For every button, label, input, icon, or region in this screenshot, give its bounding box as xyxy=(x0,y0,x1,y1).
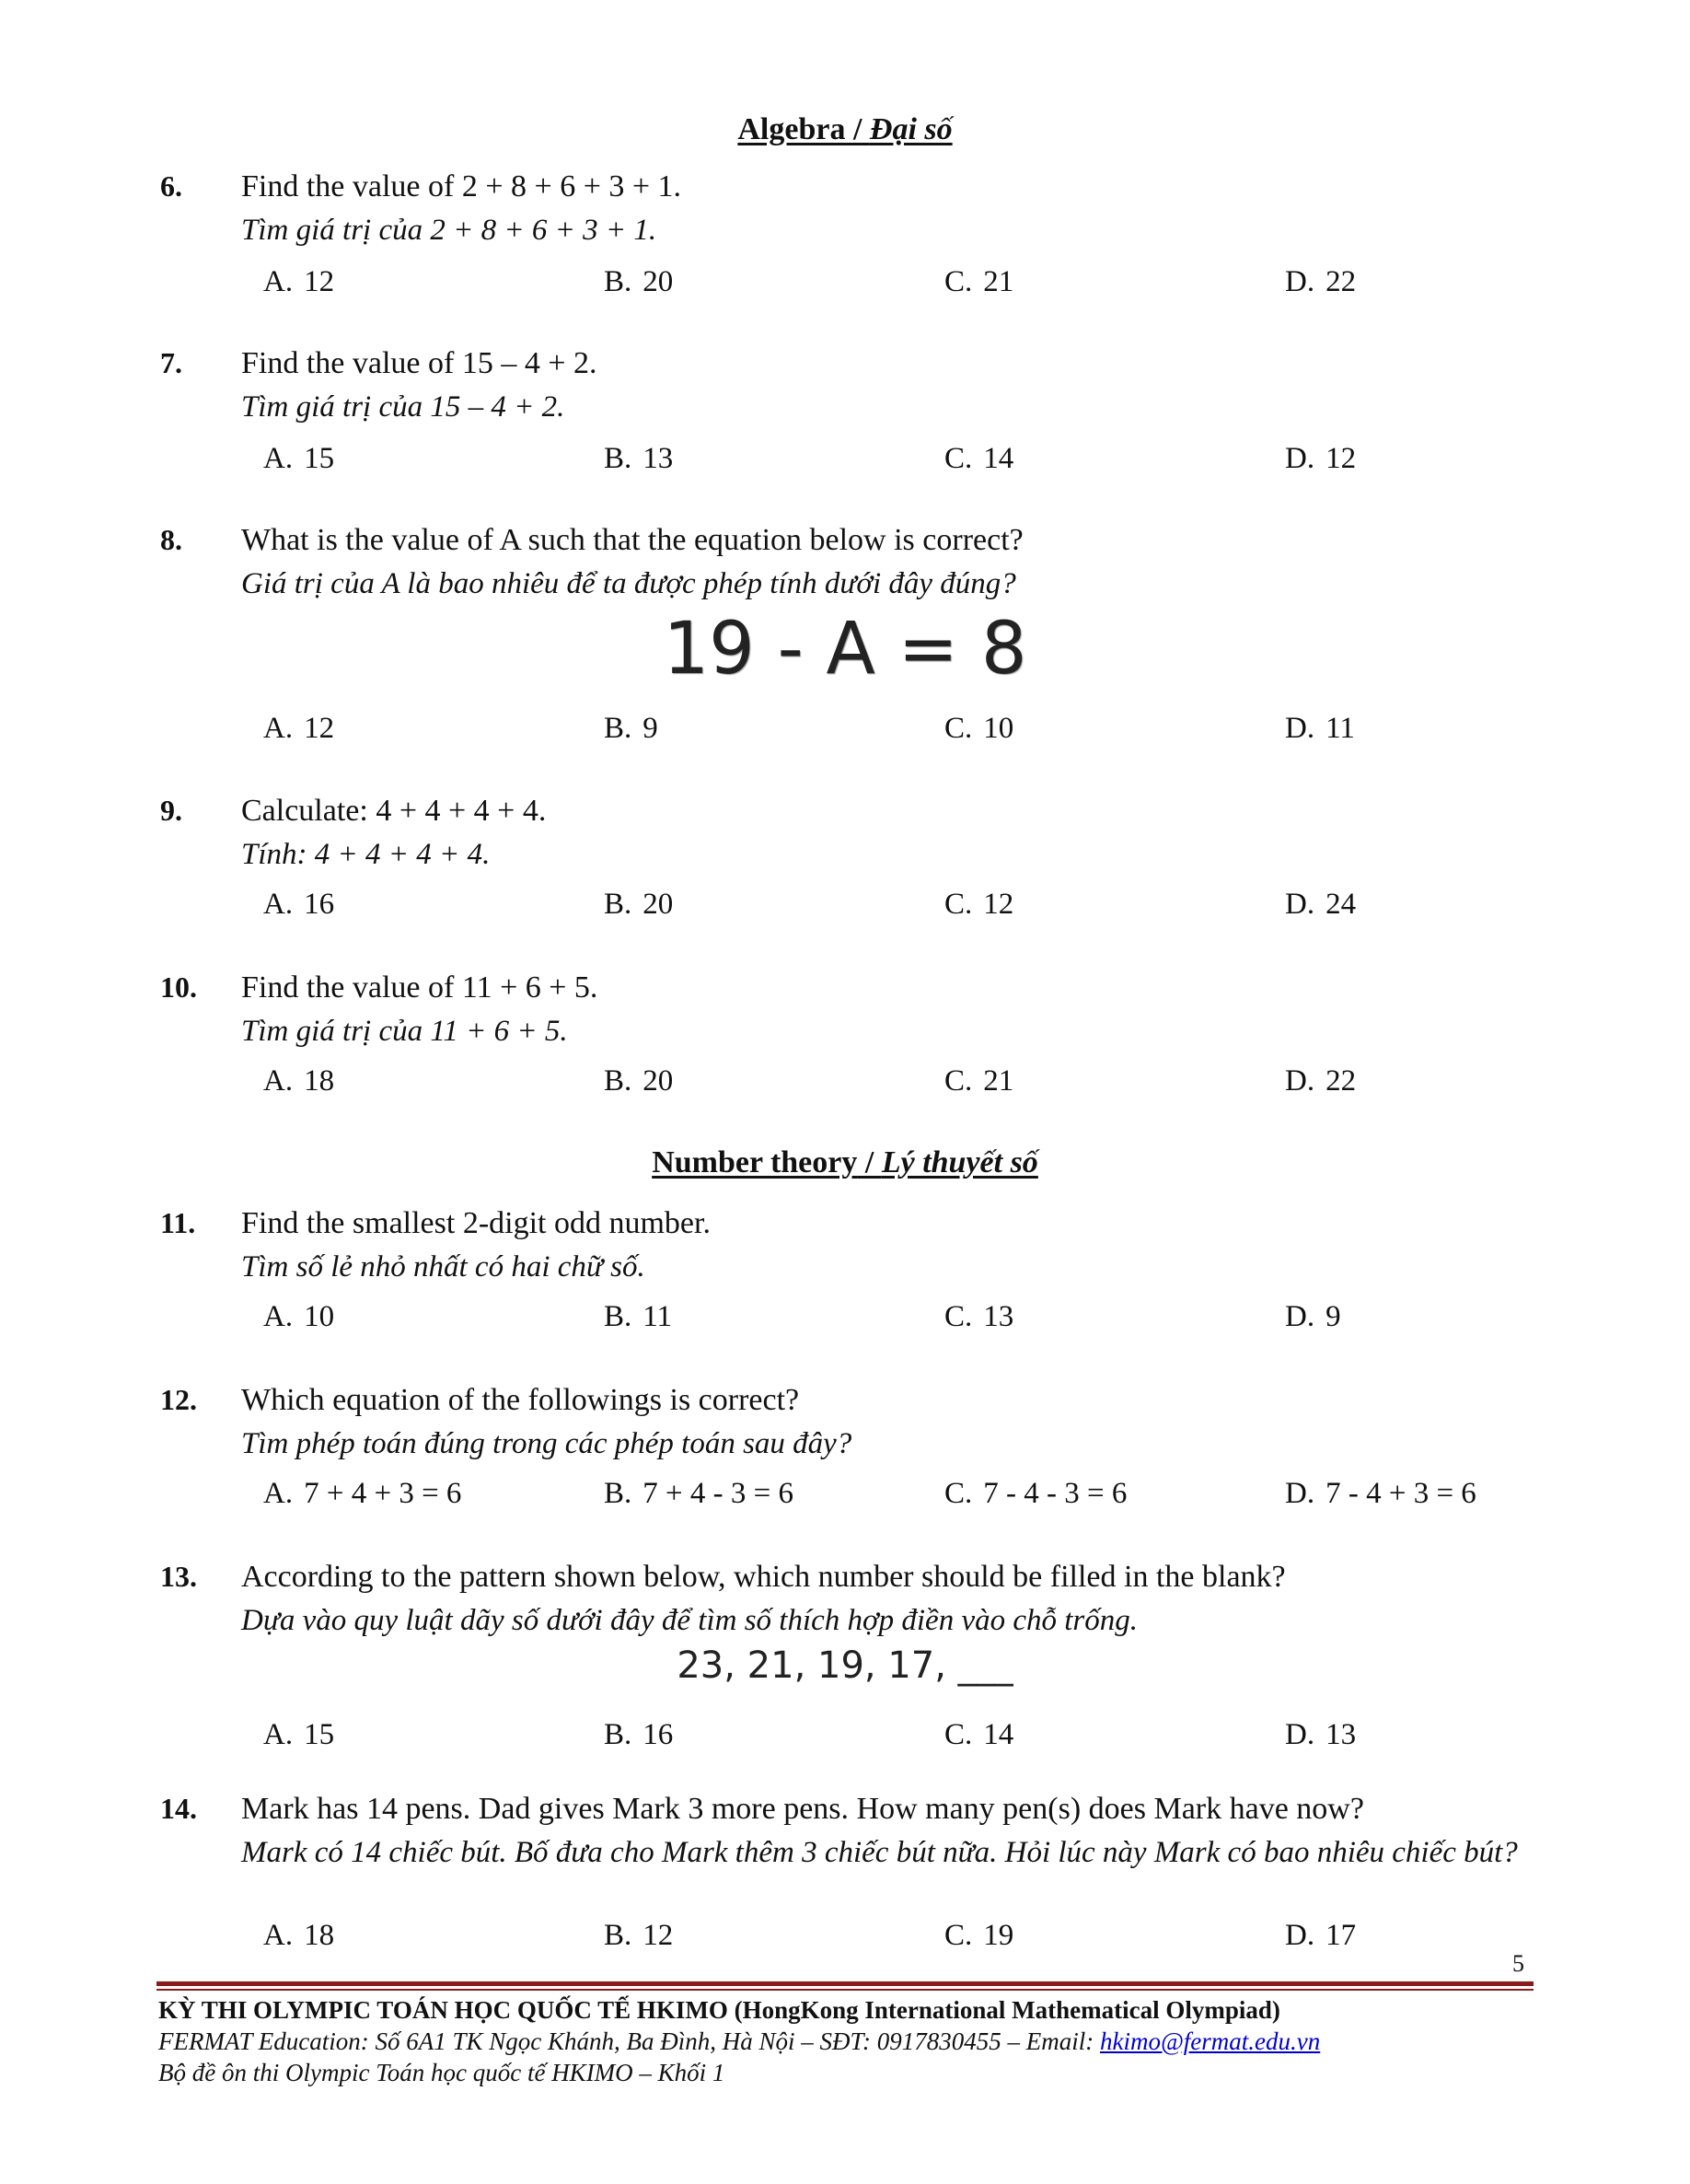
question-text-vi: Tìm số lẻ nhỏ nhất có hai chữ số. xyxy=(241,1250,645,1284)
option-b[interactable]: B. 7 + 4 - 3 = 6 xyxy=(604,1477,793,1510)
question-text-vi: Mark có 14 chiếc bút. Bố đưa cho Mark thêm 3 chiếc bút nữa. Hỏi lúc này Mark có bao nhiêu chiếc bút? xyxy=(241,1836,1518,1869)
question-text-en: Mark has 14 pens. Dad gives Mark 3 more pens. How many pen(s) does Mark have now? xyxy=(241,1792,1364,1826)
question-text-vi: Giá trị của A là bao nhiêu để ta được phép tính dưới đây đúng? xyxy=(241,567,1016,600)
option-a[interactable]: A. 15 xyxy=(263,442,335,475)
footer-title: KỲ THI OLYMPIC TOÁN HỌC QUỐC TẾ HKIMO (HongKong International Mathematical Olympiad) xyxy=(158,1996,1280,2024)
footer-contact-text: FERMAT Education: Số 6A1 TK Ngọc Khánh, Ba Đình, Hà Nội – SĐT: 0917830455 – Email: xyxy=(158,2027,1100,2055)
question-text-vi: Tìm giá trị của 15 – 4 + 2. xyxy=(241,390,565,424)
option-d[interactable]: D. 22 xyxy=(1285,265,1357,298)
option-d[interactable]: D. 11 xyxy=(1285,712,1355,745)
option-a[interactable]: A. 16 xyxy=(263,888,335,921)
question-number: 7. xyxy=(160,346,182,379)
option-c[interactable]: C. 14 xyxy=(944,442,1014,475)
option-c[interactable]: C. 21 xyxy=(944,265,1014,298)
option-c[interactable]: C. 7 - 4 - 3 = 6 xyxy=(944,1477,1128,1510)
question-number: 8. xyxy=(160,523,182,556)
section-title-separator: / xyxy=(857,1145,882,1179)
question-text-vi: Tìm giá trị của 2 + 8 + 6 + 3 + 1. xyxy=(241,214,657,247)
page-number: 5 xyxy=(1512,1950,1524,1977)
question-text-en: According to the pattern shown below, which number should be filled in the blank? xyxy=(241,1560,1286,1594)
question-number: 14. xyxy=(160,1792,197,1825)
option-a[interactable]: A. 7 + 4 + 3 = 6 xyxy=(263,1477,462,1510)
question-text-vi: Dựa vào quy luật dãy số dưới đây để tìm số thích hợp điền vào chỗ trống. xyxy=(241,1604,1138,1637)
section-title-separator: / xyxy=(845,112,870,146)
option-c[interactable]: C. 14 xyxy=(944,1718,1014,1751)
question-text-en: Find the smallest 2-digit odd number. xyxy=(241,1206,711,1240)
option-d[interactable]: D. 13 xyxy=(1285,1718,1357,1751)
option-c[interactable]: C. 10 xyxy=(944,712,1014,745)
question-text-en: Which equation of the followings is correct? xyxy=(241,1383,800,1417)
option-c[interactable]: C. 13 xyxy=(944,1300,1014,1333)
option-b[interactable]: B. 9 xyxy=(604,712,658,745)
option-b[interactable]: B. 20 xyxy=(604,265,674,298)
option-b[interactable]: B. 13 xyxy=(604,442,674,475)
footer-divider xyxy=(156,1981,1534,1986)
question-text-en: What is the value of A such that the equation below is correct? xyxy=(241,523,1024,557)
option-a[interactable]: A. 12 xyxy=(263,265,335,298)
section-title-en: Number theory xyxy=(652,1145,858,1179)
option-a[interactable]: A. 12 xyxy=(263,712,335,745)
question-number: 10. xyxy=(160,970,197,1004)
section-title-algebra xyxy=(0,112,1690,147)
question-number: 12. xyxy=(160,1383,197,1416)
option-d[interactable]: D. 9 xyxy=(1285,1300,1341,1333)
option-b[interactable]: B. 20 xyxy=(604,1064,674,1098)
option-a[interactable]: A. 18 xyxy=(263,1919,335,1952)
option-c[interactable]: C. 21 xyxy=(944,1064,1014,1098)
option-b[interactable]: B. 11 xyxy=(604,1300,673,1333)
option-d[interactable]: D. 7 - 4 + 3 = 6 xyxy=(1285,1477,1476,1510)
question-text-en: Find the value of 2 + 8 + 6 + 3 + 1. xyxy=(241,169,682,203)
section-title-vi: Đại số xyxy=(869,112,953,146)
option-a[interactable]: A. 15 xyxy=(263,1718,335,1751)
footer-subtitle: Bộ đề ôn thi Olympic Toán học quốc tế HKIMO – Khối 1 xyxy=(158,2059,725,2086)
option-c[interactable]: C. 19 xyxy=(944,1919,1014,1952)
option-b[interactable]: B. 16 xyxy=(604,1718,674,1751)
footer-contact xyxy=(158,2027,1320,2056)
footer-email-link[interactable]: hkimo@fermat.edu.vn xyxy=(1099,2027,1321,2055)
question-text-en: Find the value of 15 – 4 + 2. xyxy=(241,346,597,380)
option-a[interactable]: A. 18 xyxy=(263,1064,335,1098)
option-d[interactable]: D. 24 xyxy=(1285,888,1357,921)
option-d[interactable]: D. 12 xyxy=(1285,442,1357,475)
question-text-en: Calculate: 4 + 4 + 4 + 4. xyxy=(241,794,547,828)
equation-figure: 19 - A = 8 xyxy=(663,608,1027,691)
question-number: 9. xyxy=(160,794,182,827)
question-number: 11. xyxy=(160,1206,196,1239)
question-number: 6. xyxy=(160,169,182,203)
option-d[interactable]: D. 22 xyxy=(1285,1064,1357,1098)
question-number: 13. xyxy=(160,1560,197,1593)
question-text-vi: Tính: 4 + 4 + 4 + 4. xyxy=(241,838,491,871)
option-c[interactable]: C. 12 xyxy=(944,888,1014,921)
section-title-vi: Lý thuyết số xyxy=(881,1145,1038,1179)
footer-divider-thin xyxy=(156,1989,1534,1991)
section-title-en: Algebra xyxy=(737,112,846,146)
question-text-vi: Tìm phép toán đúng trong các phép toán sau đây? xyxy=(241,1427,852,1460)
question-text-en: Find the value of 11 + 6 + 5. xyxy=(241,970,598,1005)
option-a[interactable]: A. 10 xyxy=(263,1300,335,1333)
option-b[interactable]: B. 12 xyxy=(604,1919,674,1952)
question-text-vi: Tìm giá trị của 11 + 6 + 5. xyxy=(241,1015,568,1048)
option-b[interactable]: B. 20 xyxy=(604,888,674,921)
section-title-number-theory xyxy=(0,1145,1690,1180)
option-d[interactable]: D. 17 xyxy=(1285,1919,1357,1952)
number-pattern: 23, 21, 19, 17, ___ xyxy=(677,1644,1013,1687)
